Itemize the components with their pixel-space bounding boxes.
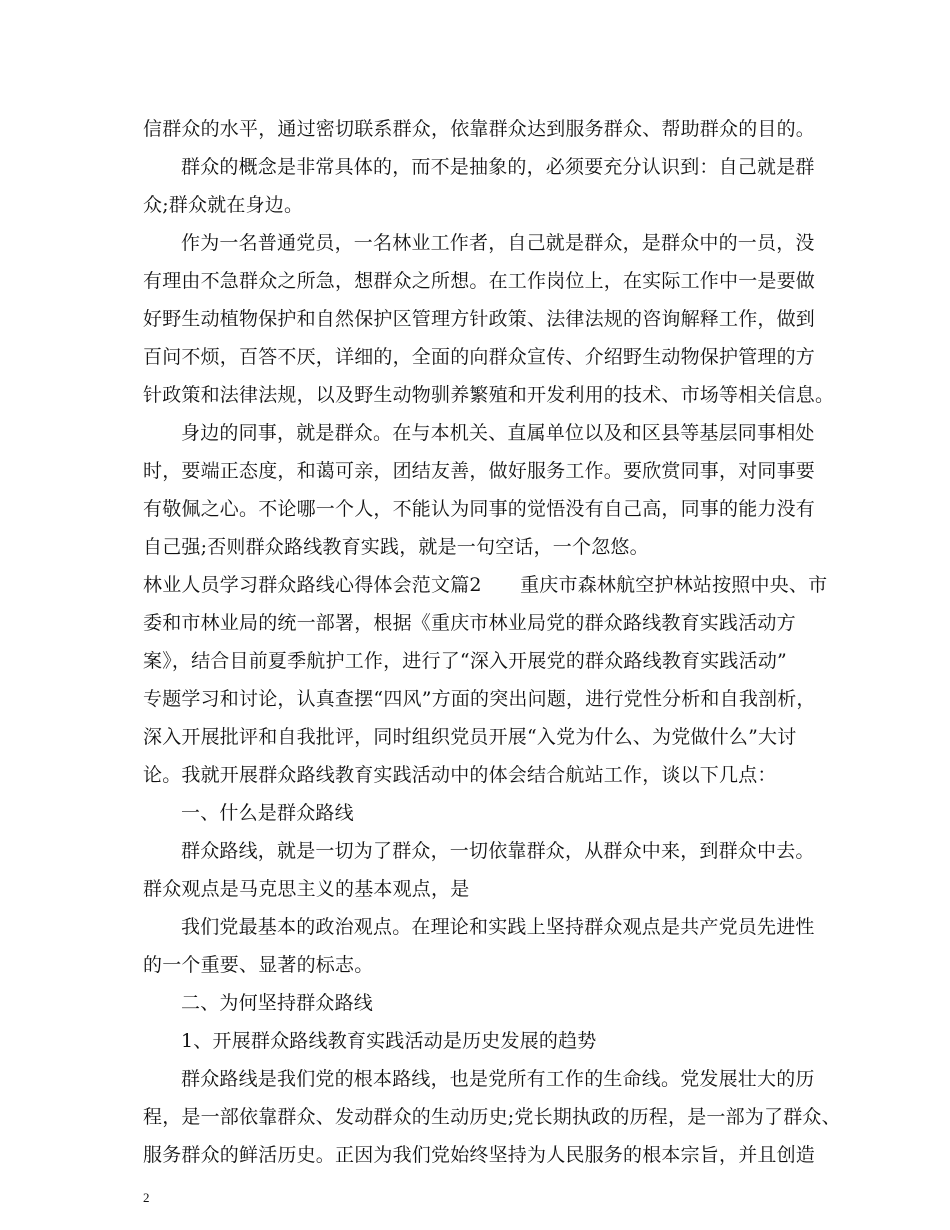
text-line: 群众的概念是非常具体的，而不是抽象的，必须要充分认识到：自己就是群 xyxy=(181,156,815,178)
text-line: 林业人员学习群众路线心得体会范文篇2 重庆市森林航空护林站按照中央、市 xyxy=(143,574,828,596)
section-heading: 一、什么是群众路线 xyxy=(181,802,354,824)
section-heading: 二、为何坚持群众路线 xyxy=(181,992,374,1014)
text-line: 时，要端正态度，和蔼可亲，团结友善，做好服务工作。要欣赏同事，对同事要 xyxy=(143,460,816,482)
text-line: 针政策和法律法规，以及野生动物驯养繁殖和开发利用的技术、市场等相关信息。 xyxy=(143,384,835,406)
text-line: 程，是一部依靠群众、发动群众的生动历史;党长期执政的历程，是一部为了群众、 xyxy=(143,1106,841,1128)
text-line: 专题学习和讨论，认真查摆“四风”方面的突出问题，进行党性分析和自我剖析， xyxy=(143,688,816,710)
text-line: 论。我就开展群众路线教育实践活动中的体会结合航站工作，谈以下几点： xyxy=(143,764,777,786)
text-line: 深入开展批评和自我批评，同时组织党员开展“入党为什么、为党做什么”大讨 xyxy=(143,726,797,748)
text-line: 百问不烦，百答不厌，详细的，全面的向群众宣传、介绍野生动物保护管理的方 xyxy=(143,346,816,368)
text-line: 群众观点是马克思主义的基本观点，是 xyxy=(143,878,470,900)
text-line: 众;群众就在身边。 xyxy=(143,194,304,216)
text-line: 好野生动植物保护和自然保护区管理方针政策、法律法规的咨询解释工作，做到 xyxy=(143,308,816,330)
text-line: 作为一名普通党员，一名林业工作者，自己就是群众，是群众中的一员，没 xyxy=(181,232,815,254)
subsection-heading: 1、开展群众路线教育实践活动是历史发展的趋势 xyxy=(181,1030,597,1052)
text-line: 有理由不急群众之所急，想群众之所想。在工作岗位上，在实际工作中一是要做 xyxy=(143,270,816,292)
text-line: 案》，结合目前夏季航护工作，进行了“深入开展党的群众路线教育实践活动” xyxy=(143,650,787,672)
text-line: 群众路线是我们党的根本路线，也是党所有工作的生命线。党发展壮大的历 xyxy=(181,1068,815,1090)
text-line: 有敬佩之心。不论哪一个人，不能认为同事的觉悟没有自己高，同事的能力没有 xyxy=(143,498,816,520)
text-line: 自己强;否则群众路线教育实践，就是一句空话，一个忽悠。 xyxy=(143,536,649,558)
text-line: 我们党最基本的政治观点。在理论和实践上坚持群众观点是共产党员先进性 xyxy=(181,916,815,938)
text-line: 身边的同事，就是群众。在与本机关、直属单位以及和区县等基层同事相处 xyxy=(181,422,815,444)
page-number: 2 xyxy=(143,1190,150,1205)
text-line: 的一个重要、显著的标志。 xyxy=(143,954,374,976)
text-line: 委和市林业局的统一部署，根据《重庆市林业局党的群众路线教育实践活动方 xyxy=(143,612,796,634)
text-line: 群众路线，就是一切为了群众，一切依靠群众，从群众中来，到群众中去。 xyxy=(181,840,815,862)
text-line: 服务群众的鲜活历史。正因为我们党始终坚持为人民服务的根本宗旨，并且创造 xyxy=(143,1144,816,1166)
text-line: 信群众的水平，通过密切联系群众，依靠群众达到服务群众、帮助群众的目的。 xyxy=(143,118,816,140)
